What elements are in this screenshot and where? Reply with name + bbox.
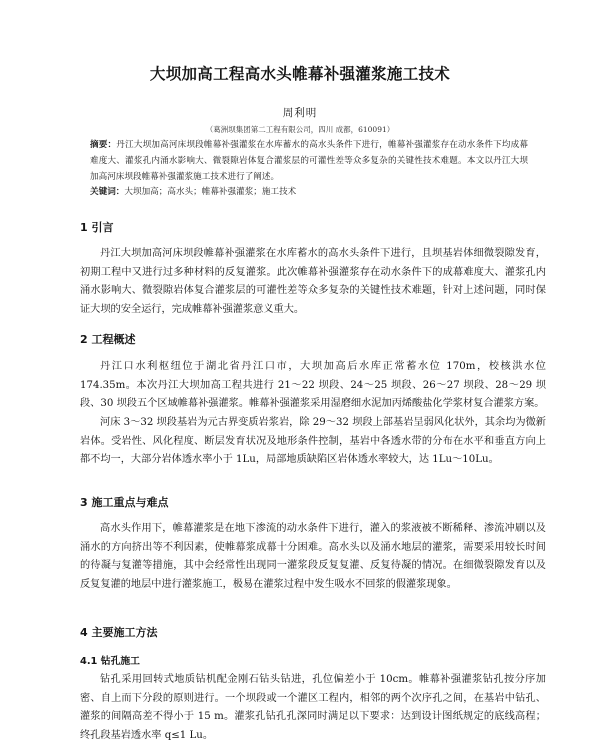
keywords-block xyxy=(90,185,528,199)
paper-title: 大坝加高工程高水头帷幕补强灌浆施工技术 xyxy=(149,65,451,83)
section-heading-introduction: 1 引言 xyxy=(80,221,114,234)
abstract-text: 丹江大坝加高河床坝段帷幕补强灌浆在水库蓄水的高水头条件下进行，帷幕补强灌浆存在动水条件下均成幕难度大、灌浆孔内涌水影响大、微裂隙岩体复合灌浆层的可灌性差等众多复杂的关键性技术难题。本文以丹江大坝加高河床坝段帷幕补强灌浆施工技术进行了阐述。 xyxy=(90,140,528,182)
author-name: 周利明 xyxy=(282,107,318,119)
section-paragraph: 河床 3～32 坝段基岩为元古界变质岩浆岩，除 29～32 坝段上部基岩呈弱风化状外，其余均为微新岩体。受岩性、风化程度、断层发育状况及地形条件控制，基岩中各透水带的分布在水平和垂直方向上都不均一，大部分岩体透水率小于 1Lu，局部地质缺陷区岩体透水率较大，达 1Lu～10Lu。 xyxy=(80,417,546,466)
section-heading-methods: 4 主要施工方法 xyxy=(80,626,158,639)
section-heading-overview: 2 工程概述 xyxy=(80,333,136,346)
keywords-text: 大坝加高；高水头；帷幕补强灌浆；施工技术 xyxy=(124,187,297,197)
abstract-label: 摘要： xyxy=(90,140,117,150)
abstract-block xyxy=(90,137,528,185)
subsection-heading-drilling: 4.1 钻孔施工 xyxy=(80,656,140,667)
section-paragraph: 钻孔采用回转式地质钻机配金刚石钻头钻进，孔位偏差小于 10cm。帷幕补强灌浆钻孔按分序加密、自上而下分段的原则进行。一个坝段或一个灌区工程内，相邻的两个次序孔之间，在基岩中钻孔、灌浆的间隔高差不得小于 15 m。灌浆孔钻孔孔深同时满足以下要求：达到设计图纸规定的底线高程；终孔段基岩透水率 q≤1 Lu。 xyxy=(80,674,546,741)
section-paragraph: 高水头作用下，帷幕灌浆是在地下渗流的动水条件下进行，灌入的浆液被不断稀释、渗流冲刷以及涌水的方向挤出等不利因素，使帷幕浆成幕十分困难。高水头以及涌水地层的灌浆，需要采用较长时间的待凝与复灌等措施，其中会经常性出现同一灌浆段反复复灌、反复待凝的情况。在细微裂隙发育以及反复复灌的地层中进行灌浆施工，极易在灌浆过程中发生吸水不回浆的假灌浆现象。 xyxy=(80,523,546,590)
section-paragraph: 丹江口水利枢纽位于湖北省丹江口市，大坝加高后水库正常蓄水位 170m，校核洪水位 174.35m。本次丹江大坝加高工程共进行 21～22 坝段、24～25 坝段、26～27 坝段、28～29 坝段、30 坝段五个区域帷幕补强灌浆。帷幕补强灌浆采用湿磨细水泥加丙烯酸盐化学浆材复合灌浆方案。 xyxy=(80,361,546,410)
keywords-label: 关键词： xyxy=(90,187,125,197)
section-heading-key-points: 3 施工重点与难点 xyxy=(80,496,169,509)
author-affiliation: （葛洲坝集团第二工程有限公司，四川 成都，610091） xyxy=(205,125,395,134)
section-paragraph: 丹江大坝加高河床坝段帷幕补强灌浆在水库蓄水的高水头条件下进行，且坝基岩体细微裂隙发育，初期工程中又进行过多种材料的反复灌浆。此次帷幕补强灌浆存在动水条件下的成幕难度大、灌浆孔内涌水影响大、微裂隙岩体复合灌浆层的可灌性差等众多复杂的关键性技术难题，针对上述问题，同时保证大坝的安全运行，完成帷幕补强灌浆意义重大。 xyxy=(80,248,546,315)
